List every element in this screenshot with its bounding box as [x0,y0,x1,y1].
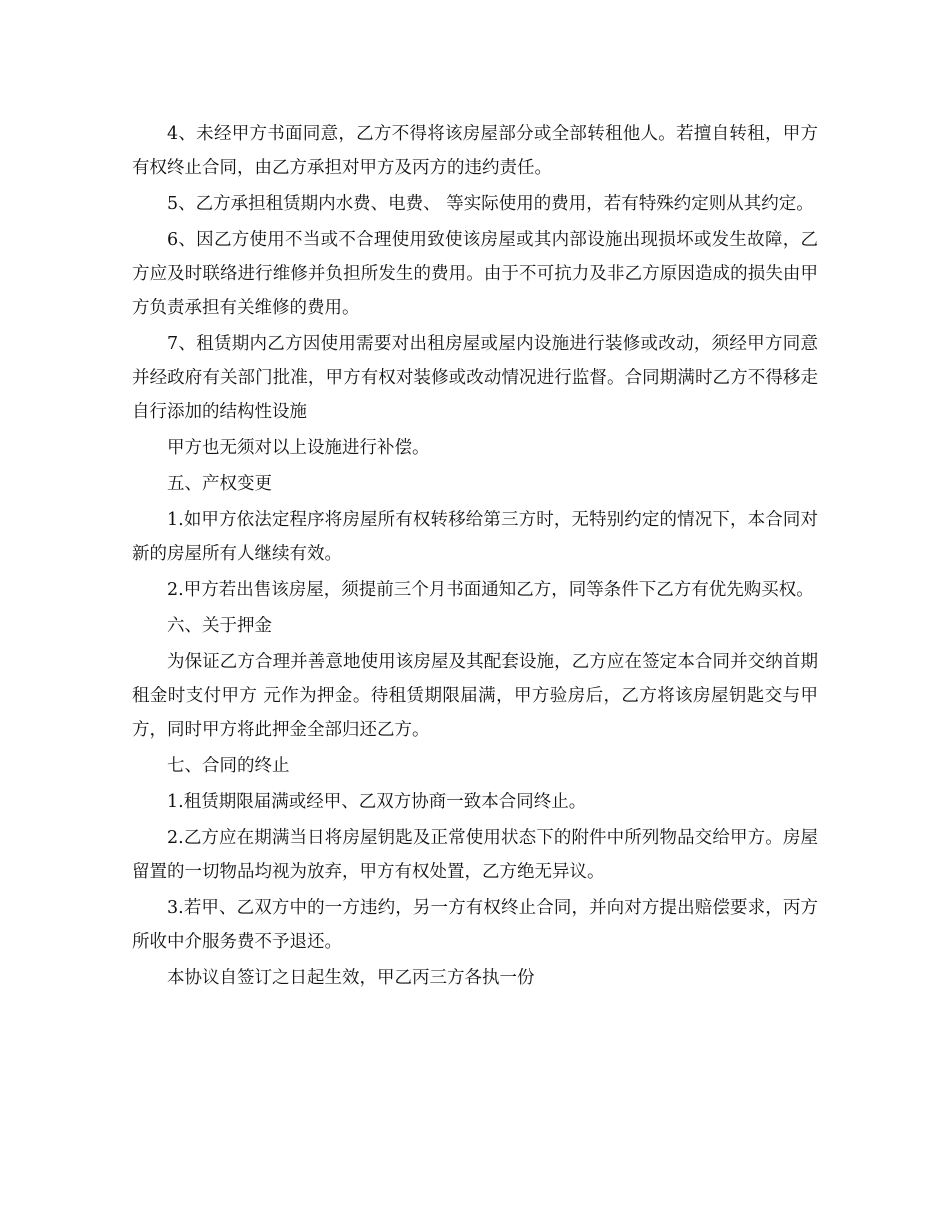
termination-clause-1: 1.租赁期限届满或经甲、乙双方协商一致本合同终止。 [167,792,587,812]
section-heading-deposit: 六、关于押金 [167,616,272,636]
clause-7-renovation: 7、租赁期内乙方因使用需要对出租房屋或屋内设施进行装修或改动，须经甲方同意并经政府有关部门批准，甲方有权对装修或改动情况进行监督。合同期满时乙方不得移走自行添加的结构性设施 [132,334,818,422]
termination-clause-2: 2.乙方应在期满当日将房屋钥匙及正常使用状态下的附件中所列物品交给甲方。房屋留置的一切物品均视为放弃，甲方有权处置，乙方绝无异议。 [132,828,818,882]
clause-7-compensation: 甲方也无须对以上设施进行补偿。 [167,438,430,458]
clause-6-repairs: 6、因乙方使用不当或不合理使用致使该房屋或其内部设施出现损坏或发生故障，乙方应及时联络进行维修并负担所发生的费用。由于不可抗力及非乙方原因造成的损失由甲方负责承担有关维修的费用。 [132,230,818,318]
property-change-clause-2: 2.甲方若出售该房屋，须提前三个月书面通知乙方，同等条件下乙方有优先购买权。 [167,580,814,600]
termination-clause-3: 3.若甲、乙双方中的一方违约，另一方有权终止合同，并向对方提出赔偿要求，丙方所收中介服务费不予退还。 [132,898,818,952]
effective-clause: 本协议自签订之日起生效，甲乙丙三方各执一份 [167,968,535,988]
section-heading-termination: 七、合同的终止 [167,756,290,776]
section-heading-property-change: 五、产权变更 [167,474,272,494]
property-change-clause-1: 1.如甲方依法定程序将房屋所有权转移给第三方时，无特别约定的情况下，本合同对新的房屋所有人继续有效。 [132,510,818,564]
clause-4-sublet: 4、未经甲方书面同意，乙方不得将该房屋部分或全部转租他人。若擅自转租，甲方有权终止合同，由乙方承担对甲方及丙方的违约责任。 [132,124,818,178]
clause-5-utilities: 5、乙方承担租赁期内水费、电费、 等实际使用的费用，若有特殊约定则从其约定。 [167,194,814,214]
deposit-clause: 为保证乙方合理并善意地使用该房屋及其配套设施，乙方应在签定本合同并交纳首期租金时支付甲方 元作为押金。待租赁期限届满，甲方验房后，乙方将该房屋钥匙交与甲方，同时甲方将此押金全部归还乙方。 [132,652,818,740]
